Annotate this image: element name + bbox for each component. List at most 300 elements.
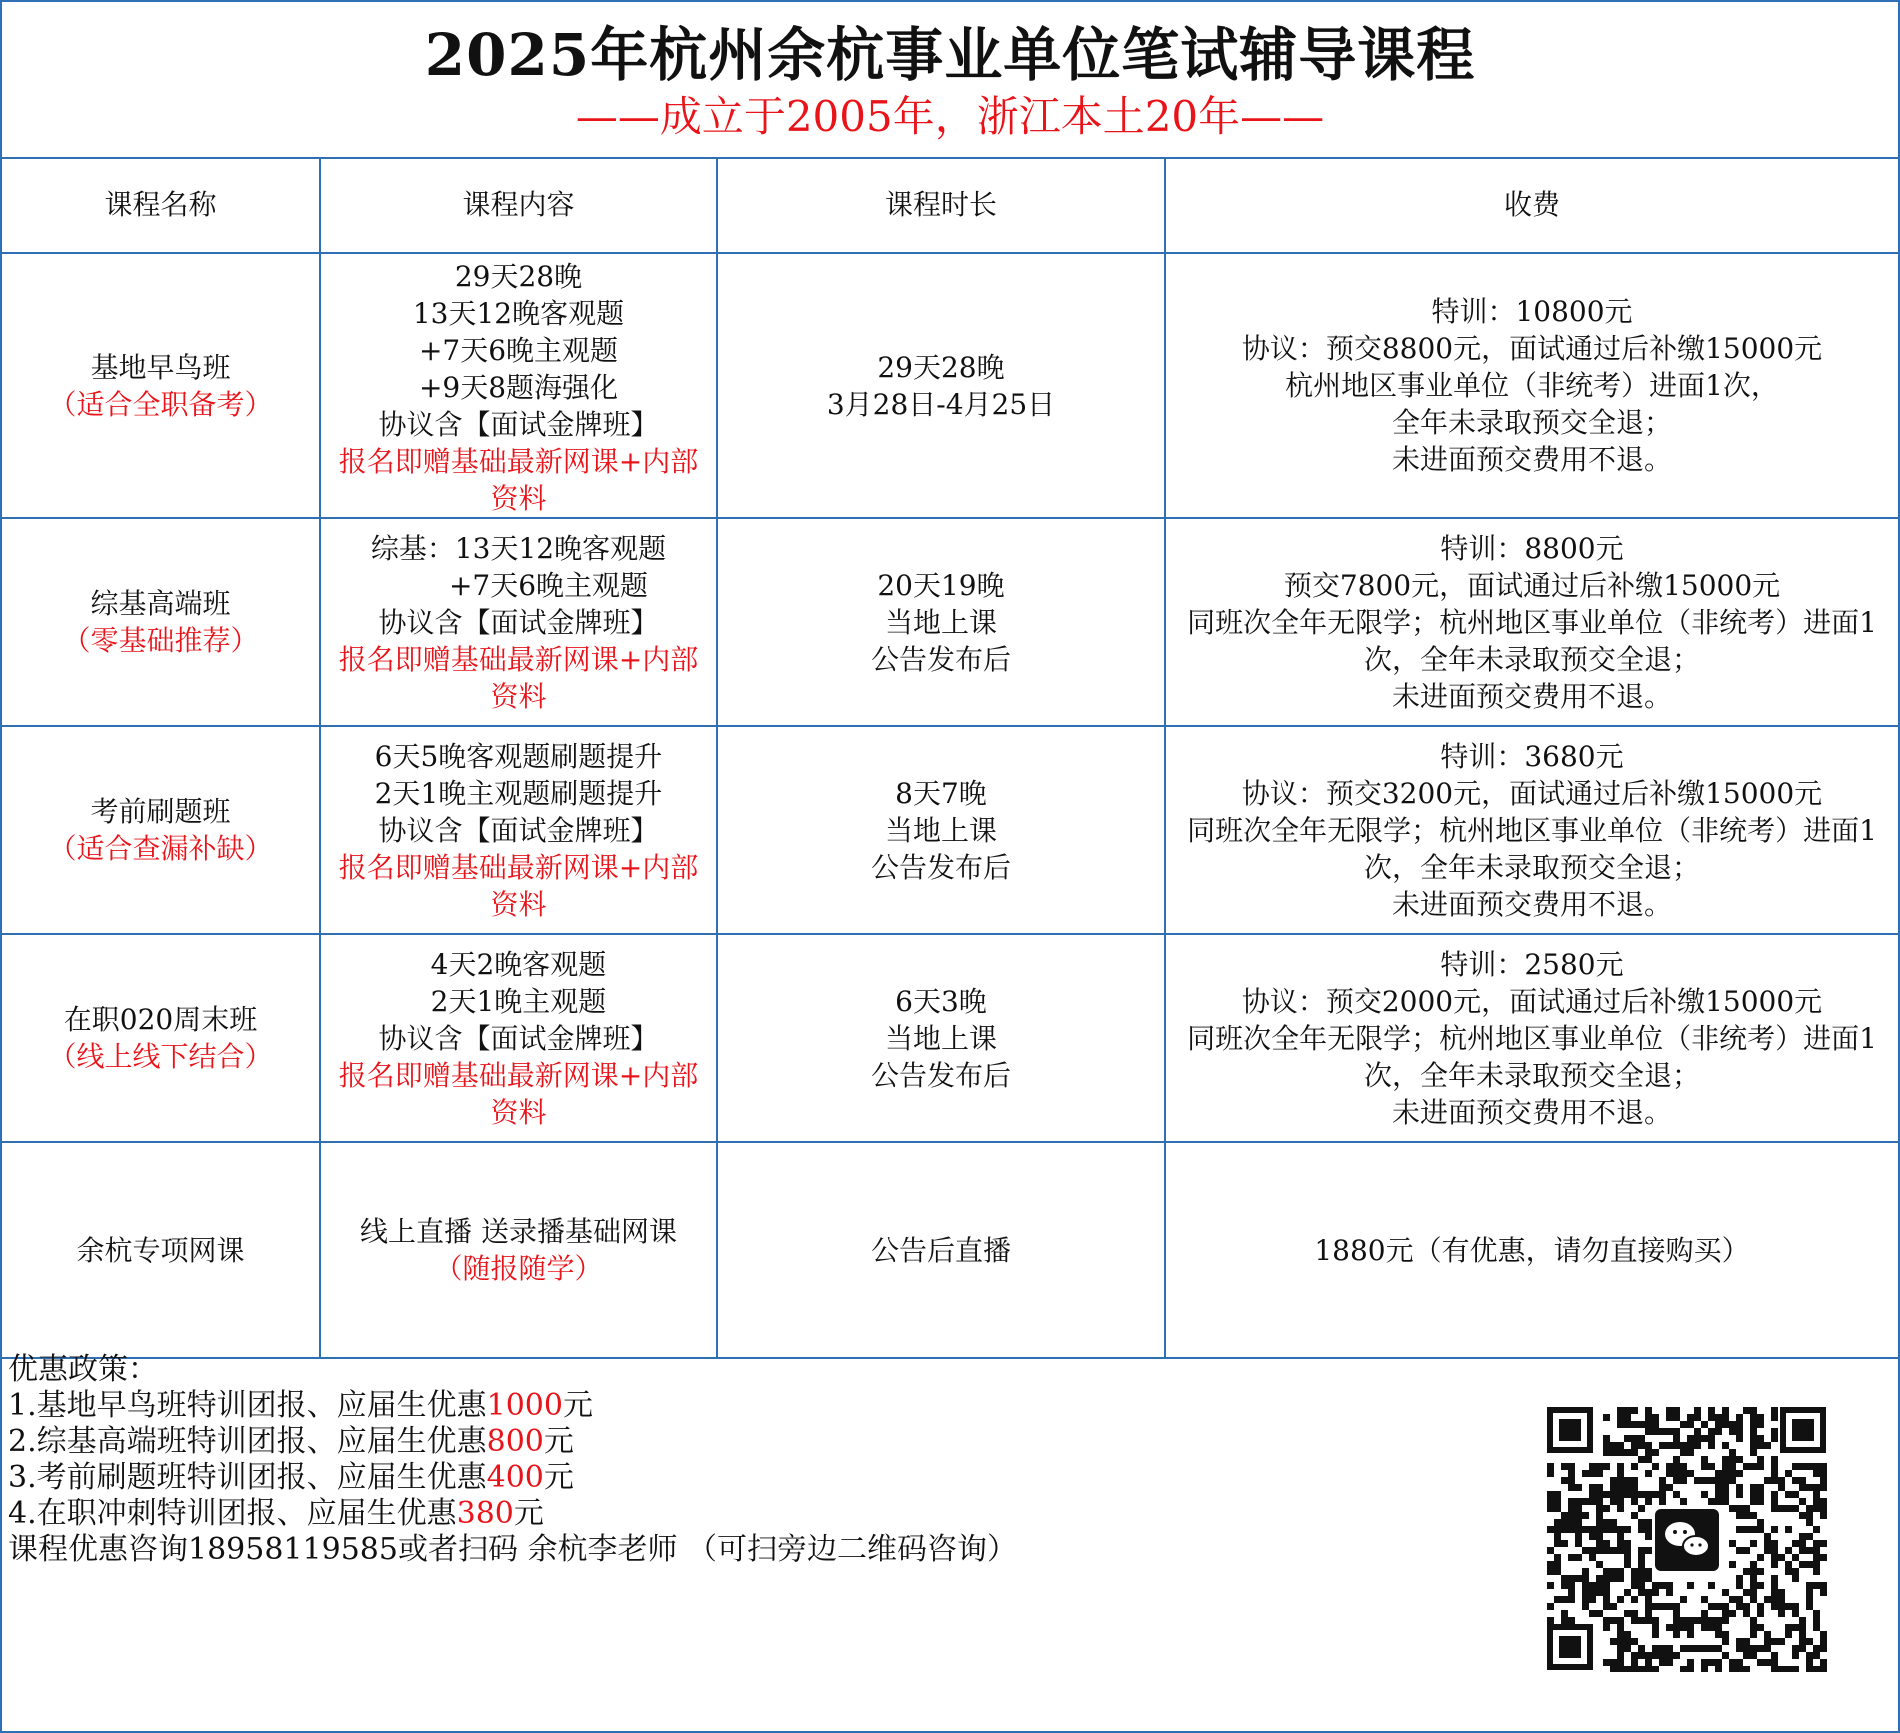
qr-module	[1673, 1463, 1680, 1470]
qr-module	[1652, 1652, 1659, 1659]
qr-module	[1757, 1421, 1764, 1428]
qr-module	[1715, 1659, 1722, 1666]
qr-module	[1589, 1554, 1596, 1561]
qr-module	[1722, 1491, 1729, 1498]
qr-module	[1673, 1477, 1680, 1484]
qr-module	[1743, 1610, 1750, 1617]
qr-module	[1631, 1617, 1638, 1624]
qr-module	[1799, 1645, 1806, 1652]
qr-module	[1792, 1463, 1799, 1470]
qr-module	[1638, 1456, 1645, 1463]
qr-module	[1701, 1463, 1708, 1470]
content-line: 综基：13天12晚客观题	[370, 531, 667, 565]
qr-module	[1666, 1589, 1673, 1596]
qr-module	[1701, 1435, 1708, 1442]
qr-module	[1687, 1582, 1694, 1589]
qr-module	[1722, 1638, 1729, 1645]
qr-module	[1750, 1484, 1757, 1491]
column-header: 收费	[1165, 157, 1898, 253]
qr-module	[1785, 1470, 1792, 1477]
qr-module	[1624, 1477, 1631, 1484]
qr-module	[1778, 1603, 1785, 1610]
qr-module	[1792, 1491, 1799, 1498]
qr-module	[1680, 1449, 1687, 1456]
fee-line: 同班次全年无限学；杭州地区事业单位（非统考）进面1次，全年未录取预交全退；	[1187, 605, 1877, 676]
qr-module	[1743, 1589, 1750, 1596]
qr-module	[1715, 1666, 1722, 1672]
qr-module	[1715, 1631, 1722, 1638]
qr-module	[1722, 1477, 1729, 1484]
qr-module	[1799, 1484, 1806, 1491]
qr-module	[1631, 1498, 1638, 1505]
qr-module	[1645, 1652, 1652, 1659]
discount-text: 3.考前刷题班特训团报、应届生优惠	[8, 1460, 487, 1495]
qr-module	[1806, 1659, 1813, 1666]
qr-module	[1596, 1589, 1603, 1596]
qr-module	[1568, 1582, 1575, 1589]
qr-module	[1645, 1498, 1652, 1505]
qr-module	[1701, 1477, 1708, 1484]
qr-module	[1813, 1645, 1820, 1652]
qr-module	[1813, 1666, 1820, 1672]
qr-module	[1610, 1498, 1617, 1505]
qr-module	[1722, 1456, 1729, 1463]
qr-module	[1624, 1414, 1631, 1421]
qr-module	[1799, 1512, 1806, 1519]
qr-module	[1806, 1484, 1813, 1491]
qr-module	[1680, 1617, 1687, 1624]
qr-module	[1568, 1617, 1575, 1624]
qr-module	[1638, 1568, 1645, 1575]
qr-module	[1673, 1603, 1680, 1610]
qr-module	[1743, 1512, 1750, 1519]
qr-module	[1736, 1666, 1743, 1672]
qr-module	[1687, 1624, 1694, 1631]
qr-module	[1750, 1463, 1757, 1470]
qr-module	[1820, 1666, 1827, 1672]
fee-line: 特训：2580元	[1440, 947, 1624, 981]
qr-module	[1764, 1477, 1771, 1484]
qr-module	[1806, 1519, 1813, 1526]
qr-module	[1736, 1596, 1743, 1603]
duration-cell	[717, 726, 1165, 934]
qr-module	[1680, 1666, 1687, 1672]
qr-module	[1820, 1463, 1827, 1470]
qr-module	[1729, 1421, 1736, 1428]
qr-module	[1806, 1589, 1813, 1596]
qr-module	[1715, 1617, 1722, 1624]
discount-text: 4.在职冲刺特训团报、应届生优惠	[8, 1496, 457, 1531]
qr-module	[1617, 1638, 1624, 1645]
course-content-cell	[320, 1142, 717, 1358]
qr-module	[1722, 1610, 1729, 1617]
discount-policy	[8, 1352, 1508, 1568]
qr-module	[1645, 1442, 1652, 1449]
qr-module	[1561, 1596, 1568, 1603]
qr-module	[1673, 1470, 1680, 1477]
qr-module	[1820, 1659, 1827, 1666]
fee-line: 协议：预交3200元，面试通过后补缴15000元	[1241, 776, 1823, 810]
qr-module	[1722, 1652, 1729, 1659]
qr-module	[1575, 1540, 1582, 1547]
qr-module	[1820, 1477, 1827, 1484]
qr-module	[1638, 1547, 1645, 1554]
duration-line: 公告发布后	[870, 642, 1011, 676]
qr-module	[1701, 1666, 1708, 1672]
qr-module	[1680, 1442, 1687, 1449]
qr-module	[1736, 1512, 1743, 1519]
qr-module	[1785, 1547, 1792, 1554]
qr-module	[1750, 1561, 1757, 1568]
discount-item	[8, 1460, 1508, 1496]
qr-finder-top-right	[1780, 1407, 1826, 1453]
duration-line: 8天7晚	[895, 776, 987, 810]
qr-module	[1547, 1463, 1554, 1470]
qr-module	[1575, 1519, 1582, 1526]
qr-module	[1750, 1421, 1757, 1428]
qr-module	[1729, 1470, 1736, 1477]
qr-module	[1736, 1435, 1743, 1442]
qr-module	[1666, 1645, 1673, 1652]
qr-module	[1785, 1491, 1792, 1498]
qr-module	[1729, 1666, 1736, 1672]
qr-module	[1764, 1659, 1771, 1666]
qr-module	[1771, 1603, 1778, 1610]
qr-module	[1575, 1484, 1582, 1491]
qr-module	[1617, 1470, 1624, 1477]
qr-module	[1631, 1659, 1638, 1666]
qr-module	[1624, 1484, 1631, 1491]
qr-module	[1806, 1638, 1813, 1645]
duration-line: 公告发布后	[870, 850, 1011, 884]
qr-module	[1771, 1666, 1778, 1672]
qr-module	[1715, 1477, 1722, 1484]
qr-module	[1610, 1526, 1617, 1533]
qr-module	[1736, 1456, 1743, 1463]
qr-module	[1701, 1624, 1708, 1631]
qr-module	[1701, 1617, 1708, 1624]
qr-module	[1575, 1505, 1582, 1512]
qr-module	[1666, 1624, 1673, 1631]
qr-module	[1708, 1645, 1715, 1652]
qr-module	[1750, 1512, 1757, 1519]
qr-module	[1743, 1568, 1750, 1575]
qr-module	[1792, 1652, 1799, 1659]
qr-module	[1603, 1449, 1610, 1456]
qr-module	[1554, 1498, 1561, 1505]
qr-module	[1645, 1414, 1652, 1421]
qr-module	[1624, 1526, 1631, 1533]
qr-module	[1757, 1526, 1764, 1533]
qr-module	[1617, 1498, 1624, 1505]
qr-module	[1694, 1428, 1701, 1435]
qr-module	[1771, 1407, 1778, 1414]
qr-module	[1596, 1526, 1603, 1533]
qr-module	[1778, 1484, 1785, 1491]
qr-module	[1736, 1526, 1743, 1533]
qr-module	[1631, 1449, 1638, 1456]
qr-module	[1708, 1659, 1715, 1666]
qr-module	[1792, 1575, 1799, 1582]
qr-module	[1813, 1652, 1820, 1659]
fee-line: 同班次全年无限学；杭州地区事业单位（非统考）进面1次，全年未录取预交全退；	[1187, 1021, 1877, 1092]
qr-module	[1589, 1484, 1596, 1491]
qr-module	[1673, 1631, 1680, 1638]
qr-module	[1736, 1484, 1743, 1491]
qr-module	[1547, 1491, 1554, 1498]
qr-module	[1764, 1631, 1771, 1638]
qr-module	[1722, 1589, 1729, 1596]
qr-module	[1582, 1603, 1589, 1610]
qr-module	[1785, 1526, 1792, 1533]
qr-module	[1624, 1540, 1631, 1547]
qr-module	[1589, 1589, 1596, 1596]
qr-module	[1624, 1610, 1631, 1617]
qr-module	[1666, 1659, 1673, 1666]
qr-module	[1631, 1491, 1638, 1498]
qr-module	[1638, 1589, 1645, 1596]
qr-module	[1799, 1547, 1806, 1554]
qr-module	[1757, 1603, 1764, 1610]
qr-module	[1736, 1645, 1743, 1652]
qr-module	[1813, 1617, 1820, 1624]
qr-module	[1771, 1554, 1778, 1561]
qr-module	[1659, 1582, 1666, 1589]
qr-module	[1729, 1659, 1736, 1666]
qr-module	[1554, 1519, 1561, 1526]
discount-item	[8, 1424, 1508, 1460]
qr-module	[1547, 1617, 1554, 1624]
qr-module	[1708, 1603, 1715, 1610]
qr-module	[1792, 1477, 1799, 1484]
qr-module	[1617, 1575, 1624, 1582]
qr-module	[1568, 1526, 1575, 1533]
qr-module	[1750, 1582, 1757, 1589]
fee-line: 杭州地区事业单位（非统考）进面1次，	[1285, 369, 1779, 402]
qr-module	[1771, 1596, 1778, 1603]
qr-module	[1806, 1463, 1813, 1470]
qr-module	[1736, 1575, 1743, 1582]
qr-module	[1596, 1463, 1603, 1470]
qr-module	[1589, 1596, 1596, 1603]
content-line: 2天1晚主观题刷题提升	[374, 776, 663, 810]
qr-module	[1568, 1554, 1575, 1561]
qr-module	[1631, 1463, 1638, 1470]
qr-module	[1596, 1547, 1603, 1554]
duration-cell	[717, 253, 1165, 518]
qr-module	[1659, 1498, 1666, 1505]
qr-module	[1589, 1582, 1596, 1589]
qr-module	[1596, 1582, 1603, 1589]
qr-module	[1596, 1610, 1603, 1617]
qr-module	[1561, 1582, 1568, 1589]
qr-module	[1750, 1624, 1757, 1631]
qr-module	[1666, 1582, 1673, 1589]
qr-module	[1547, 1561, 1554, 1568]
qr-module	[1701, 1610, 1708, 1617]
qr-module	[1666, 1470, 1673, 1477]
qr-module	[1701, 1645, 1708, 1652]
wechat-logo-icon	[1655, 1509, 1719, 1571]
qr-module	[1624, 1645, 1631, 1652]
qr-module	[1785, 1603, 1792, 1610]
qr-module	[1568, 1484, 1575, 1491]
qr-module	[1561, 1477, 1568, 1484]
qr-module	[1673, 1428, 1680, 1435]
qr-module	[1673, 1442, 1680, 1449]
content-gift-note: 报名即赠基础最新网课+内部资料	[338, 1058, 699, 1129]
qr-module	[1687, 1421, 1694, 1428]
qr-module	[1680, 1645, 1687, 1652]
qr-module	[1771, 1589, 1778, 1596]
qr-module	[1757, 1610, 1764, 1617]
qr-module	[1631, 1477, 1638, 1484]
discount-unit: 元	[543, 1424, 574, 1459]
qr-module	[1652, 1414, 1659, 1421]
wechat-qr-code-icon[interactable]	[1545, 1405, 1828, 1672]
qr-module	[1617, 1484, 1624, 1491]
qr-module	[1624, 1589, 1631, 1596]
qr-module	[1708, 1624, 1715, 1631]
discount-unit: 元	[543, 1460, 574, 1495]
qr-module	[1806, 1547, 1813, 1554]
qr-module	[1771, 1470, 1778, 1477]
qr-module	[1596, 1561, 1603, 1568]
qr-module	[1582, 1582, 1589, 1589]
qr-module	[1736, 1582, 1743, 1589]
qr-module	[1645, 1596, 1652, 1603]
qr-module	[1554, 1491, 1561, 1498]
qr-module	[1792, 1568, 1799, 1575]
qr-module	[1792, 1505, 1799, 1512]
qr-module	[1596, 1540, 1603, 1547]
qr-module	[1799, 1561, 1806, 1568]
qr-module	[1778, 1596, 1785, 1603]
qr-module	[1603, 1596, 1610, 1603]
qr-module	[1771, 1477, 1778, 1484]
qr-module	[1792, 1540, 1799, 1547]
qr-module	[1568, 1589, 1575, 1596]
fee-line: 未进面预交费用不退。	[1391, 443, 1672, 476]
qr-module	[1757, 1414, 1764, 1421]
qr-module	[1806, 1596, 1813, 1603]
qr-module	[1624, 1638, 1631, 1645]
qr-module	[1673, 1456, 1680, 1463]
fee-line: 特训：8800元	[1440, 531, 1624, 565]
qr-module	[1771, 1638, 1778, 1645]
qr-module	[1617, 1631, 1624, 1638]
qr-module	[1645, 1519, 1652, 1526]
qr-module	[1715, 1491, 1722, 1498]
qr-module	[1771, 1498, 1778, 1505]
qr-module	[1638, 1519, 1645, 1526]
qr-module	[1617, 1526, 1624, 1533]
course-table	[2, 157, 1898, 1359]
qr-module	[1771, 1491, 1778, 1498]
qr-module	[1750, 1449, 1757, 1456]
qr-module	[1575, 1575, 1582, 1582]
qr-module	[1778, 1554, 1785, 1561]
qr-module	[1631, 1638, 1638, 1645]
qr-module	[1750, 1442, 1757, 1449]
qr-module	[1757, 1645, 1764, 1652]
qr-module	[1554, 1568, 1561, 1575]
duration-line: 当地上课	[884, 813, 997, 847]
qr-module	[1610, 1568, 1617, 1575]
qr-module	[1820, 1645, 1827, 1652]
column-header: 课程名称	[2, 157, 320, 253]
qr-module	[1554, 1533, 1561, 1540]
qr-module	[1729, 1449, 1736, 1456]
qr-module	[1799, 1498, 1806, 1505]
qr-module	[1778, 1638, 1785, 1645]
qr-module	[1645, 1491, 1652, 1498]
qr-module	[1792, 1554, 1799, 1561]
fee-line: 协议：预交8800元，面试通过后补缴15000元	[1241, 332, 1823, 365]
qr-module	[1631, 1575, 1638, 1582]
qr-module	[1659, 1659, 1666, 1666]
qr-module	[1645, 1547, 1652, 1554]
qr-module	[1750, 1428, 1757, 1435]
qr-module	[1757, 1568, 1764, 1575]
qr-module	[1778, 1589, 1785, 1596]
qr-module	[1778, 1477, 1785, 1484]
qr-module	[1771, 1463, 1778, 1470]
content-line: 4天2晚客观题	[430, 947, 607, 981]
qr-module	[1757, 1554, 1764, 1561]
duration-line: 29天28晚	[877, 350, 1005, 384]
qr-module	[1645, 1428, 1652, 1435]
qr-module	[1568, 1498, 1575, 1505]
course-name-cell	[2, 1142, 320, 1358]
qr-module	[1617, 1568, 1624, 1575]
qr-module	[1680, 1498, 1687, 1505]
qr-module	[1757, 1491, 1764, 1498]
qr-module	[1617, 1540, 1624, 1547]
qr-module	[1806, 1582, 1813, 1589]
qr-module	[1645, 1526, 1652, 1533]
content-line: 13天12晚客观题	[412, 297, 625, 330]
qr-module	[1603, 1435, 1610, 1442]
qr-module	[1701, 1421, 1708, 1428]
qr-module	[1617, 1666, 1624, 1672]
qr-module	[1701, 1491, 1708, 1498]
qr-module	[1722, 1484, 1729, 1491]
qr-module	[1631, 1484, 1638, 1491]
qr-module	[1729, 1456, 1736, 1463]
qr-module	[1589, 1463, 1596, 1470]
qr-module	[1813, 1610, 1820, 1617]
qr-module	[1554, 1596, 1561, 1603]
qr-module	[1792, 1666, 1799, 1672]
qr-module	[1820, 1512, 1827, 1519]
qr-module	[1659, 1652, 1666, 1659]
discount-text: 2.综基高端班特训团报、应届生优惠	[8, 1424, 487, 1459]
qr-module	[1652, 1428, 1659, 1435]
qr-module	[1589, 1547, 1596, 1554]
qr-module	[1757, 1463, 1764, 1470]
qr-module	[1638, 1554, 1645, 1561]
qr-module	[1582, 1596, 1589, 1603]
duration-line: 公告后直播	[870, 1233, 1011, 1267]
fee-line: 同班次全年无限学；杭州地区事业单位（非统考）进面1次，全年未录取预交全退；	[1187, 813, 1877, 884]
qr-module	[1708, 1498, 1715, 1505]
qr-module	[1673, 1652, 1680, 1659]
qr-module	[1771, 1659, 1778, 1666]
qr-module	[1708, 1617, 1715, 1624]
qr-module	[1603, 1442, 1610, 1449]
qr-module	[1757, 1484, 1764, 1491]
